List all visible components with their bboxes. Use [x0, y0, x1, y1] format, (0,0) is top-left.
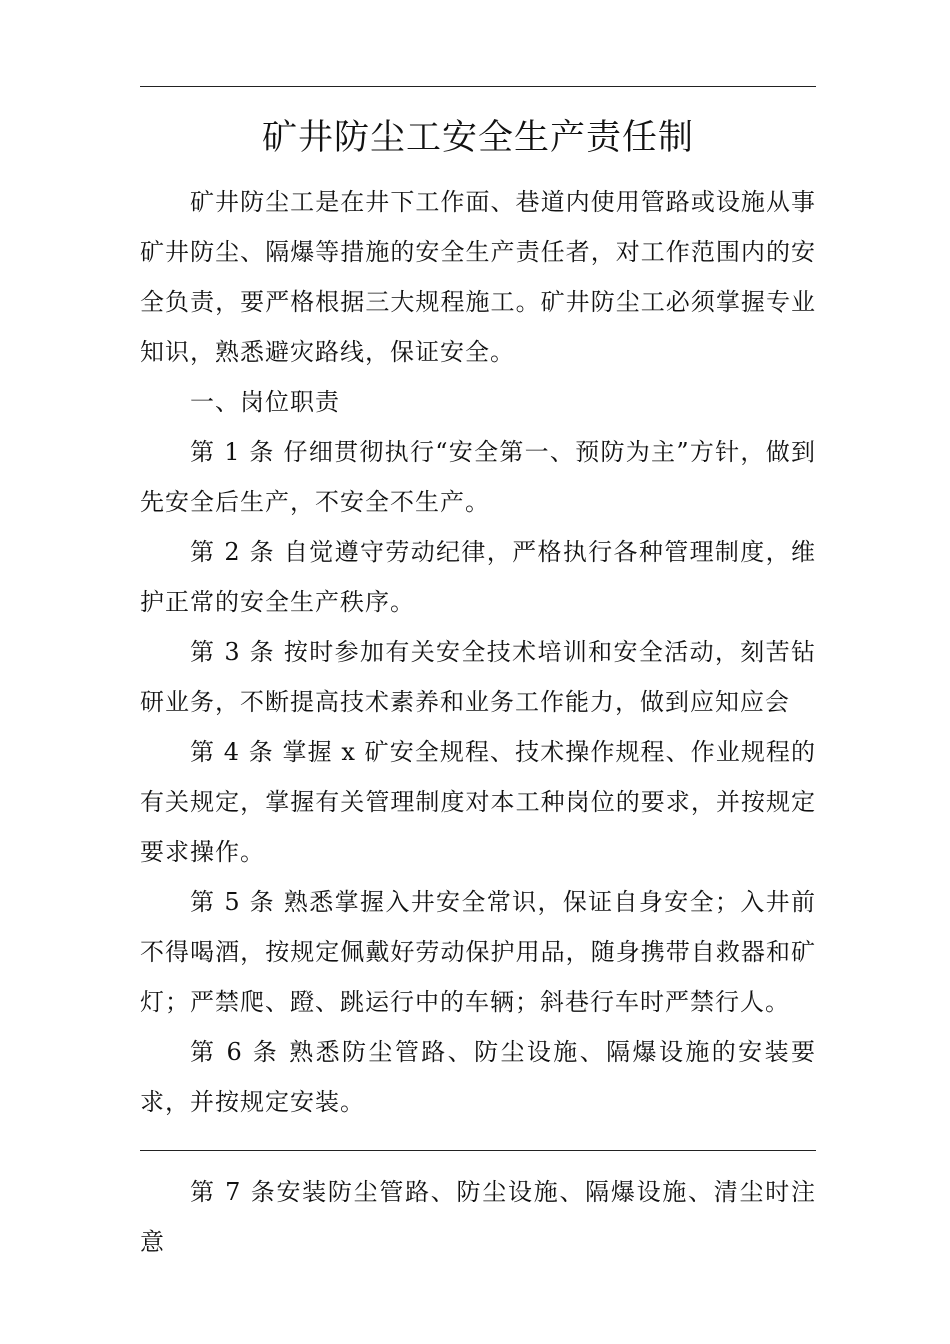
article-5: 第 5 条 熟悉掌握入井安全常识，保证自身安全；入井前不得喝酒，按规定佩戴好劳动保护用品，随身携带自救器和矿灯；严禁爬、蹬、跳运行中的车辆；斜巷行车时严禁行人。: [140, 888, 816, 1016]
article-2: 第 2 条 自觉遵守劳动纪律，严格执行各种管理制度，维护正常的安全生产秩序。: [140, 538, 816, 616]
article-3: 第 3 条 按时参加有关安全技术培训和安全活动，刻苦钻研业务，不断提高技术素养和业务工作能力，做到应知应会: [140, 638, 816, 716]
next-page-body: [140, 1167, 816, 1267]
document-body: [140, 177, 816, 1127]
page-break-rule: [140, 1150, 816, 1151]
article-6: 第 6 条 熟悉防尘管路、防尘设施、隔爆设施的安装要求，并按规定安装。: [140, 1038, 816, 1116]
article-7: 第 7 条安装防尘管路、防尘设施、隔爆设施、清尘时注意: [140, 1178, 816, 1256]
document-title: 矿井防尘工安全生产责任制: [261, 118, 694, 158]
header-rule: [140, 86, 816, 87]
section-heading: 一、岗位职责: [190, 388, 340, 416]
intro-paragraph: 矿井防尘工是在井下工作面、巷道内使用管路或设施从事矿井防尘、隔爆等措施的安全生产责任者，对工作范围内的安全负责，要严格根据三大规程施工。矿井防尘工必须掌握专业知识，熟悉避灾路线，保证安全。: [140, 188, 816, 366]
article-1: 第 1 条 仔细贯彻执行“安全第一、预防为主”方针，做到先安全后生产，不安全不生产。: [140, 438, 816, 516]
article-4: 第 4 条 掌握 x 矿安全规程、技术操作规程、作业规程的有关规定，掌握有关管理制度对本工种岗位的要求，并按规定要求操作。: [140, 738, 816, 866]
